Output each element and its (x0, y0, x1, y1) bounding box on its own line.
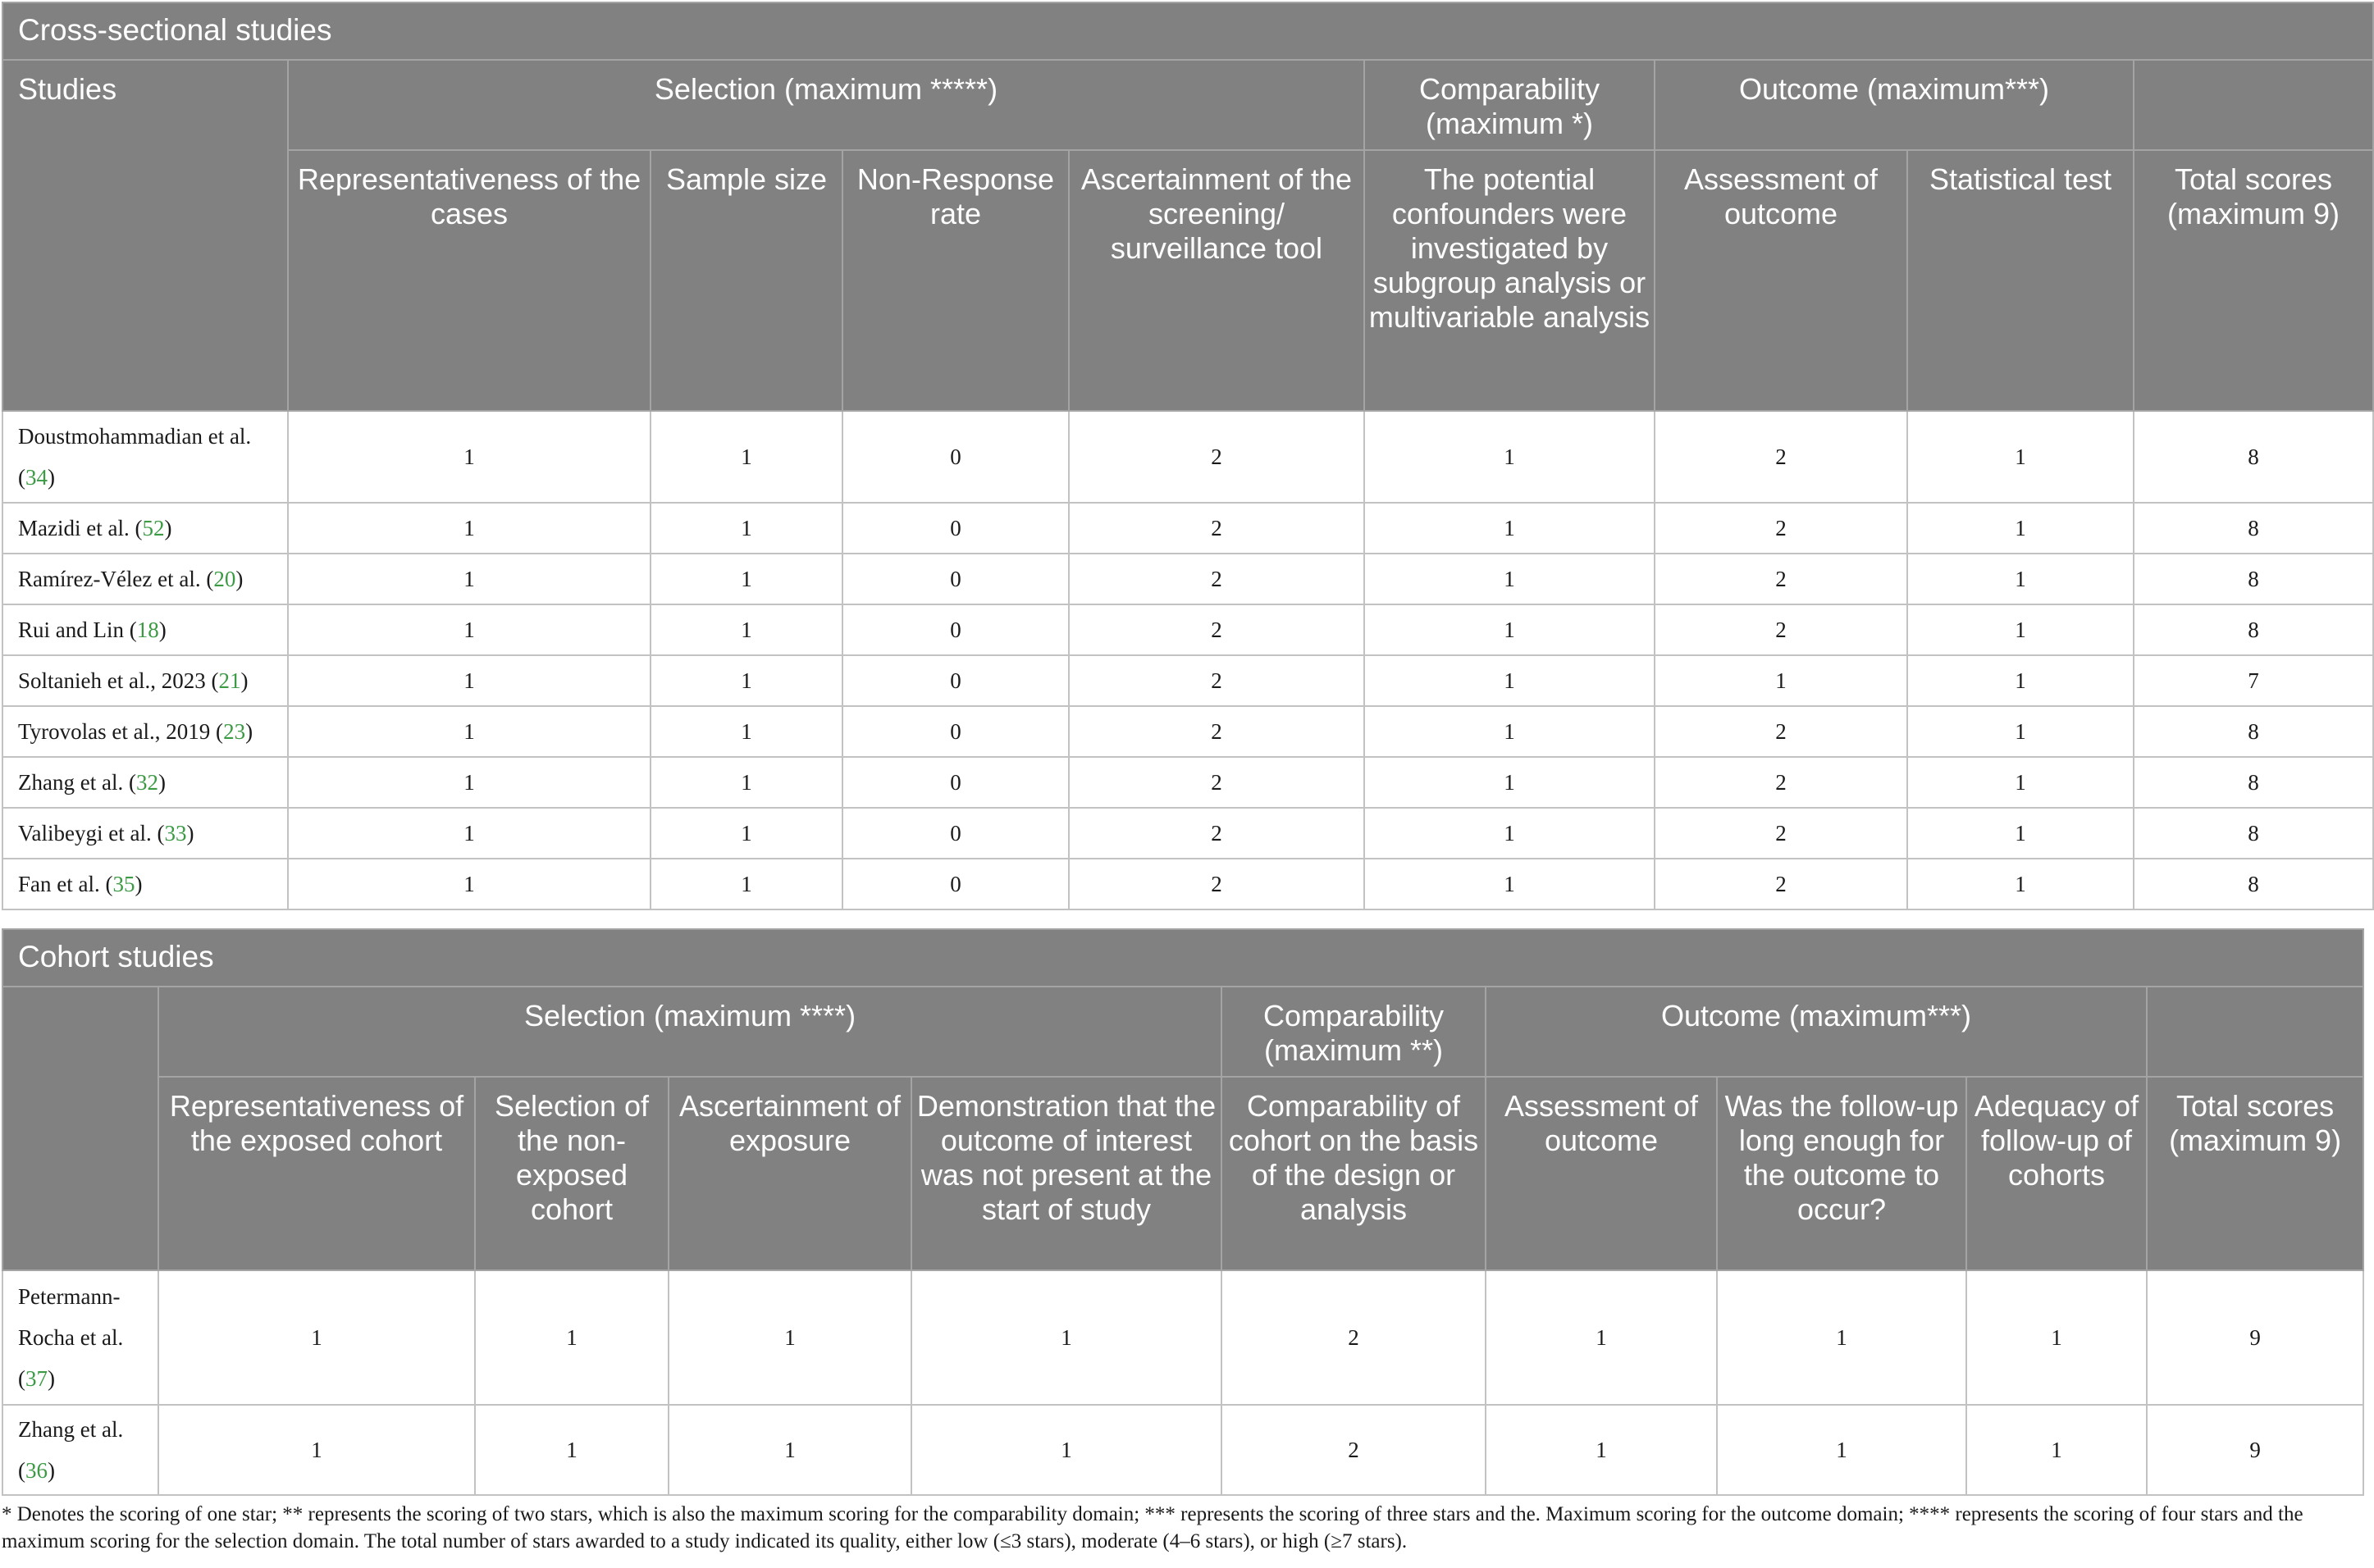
cross-sectional-title: Cross-sectional studies (2, 2, 2373, 60)
study-name (2, 706, 288, 757)
column-header (1364, 150, 1655, 411)
score-cell: 2 (1069, 411, 1364, 503)
column-header (1221, 1077, 1486, 1270)
score-cell: 8 (2134, 554, 2373, 604)
study-name (2, 655, 288, 706)
score-cell: 2 (1221, 1270, 1486, 1405)
column-header (669, 1077, 911, 1270)
score-cell: 9 (2147, 1405, 2363, 1495)
score-cell: 1 (288, 411, 651, 503)
score-cell: 2 (1069, 706, 1364, 757)
score-cell: 1 (651, 554, 842, 604)
score-cell: 1 (1364, 604, 1655, 655)
reference-link[interactable]: 23 (223, 719, 246, 744)
study-name-text: Fan et al. ( (18, 872, 113, 896)
column-header-label: Demonstration that the outcome of interest was not present at the start of study (916, 1089, 1217, 1226)
study-name-close: ) (158, 770, 166, 795)
table-row (2, 706, 2373, 757)
score-cell: 1 (158, 1405, 475, 1495)
study-name (2, 503, 288, 554)
cohort-title: Cohort studies (2, 929, 2363, 987)
score-cell: 1 (288, 655, 651, 706)
column-header (288, 150, 651, 411)
table-row (2, 808, 2373, 859)
score-cell: 1 (1907, 757, 2134, 808)
study-name-text: Ramírez-Vélez et al. ( (18, 567, 214, 591)
empty-header (2147, 987, 2363, 1077)
column-header (1655, 150, 1907, 411)
score-cell: 1 (288, 554, 651, 604)
score-cell: 1 (1907, 604, 2134, 655)
reference-link[interactable]: 34 (25, 465, 48, 490)
score-cell: 1 (158, 1270, 475, 1405)
score-cell: 8 (2134, 706, 2373, 757)
column-header (475, 1077, 669, 1270)
column-header-label: Total scores (maximum 9) (2167, 162, 2340, 230)
column-header-label: Was the follow-up long enough for the outcome to occur? (1724, 1089, 1959, 1226)
score-cell: 8 (2134, 503, 2373, 554)
score-cell: 2 (1069, 655, 1364, 706)
score-cell: 8 (2134, 808, 2373, 859)
table-row (2, 655, 2373, 706)
score-cell: 1 (1907, 411, 2134, 503)
score-cell: 2 (1069, 808, 1364, 859)
comparability-header-label: Comparability (maximum *) (1418, 72, 1600, 140)
score-cell: 8 (2134, 757, 2373, 808)
score-cell: 1 (1966, 1270, 2147, 1405)
study-name-text: Petermann-Rocha et al. ( (18, 1284, 124, 1391)
column-header (2147, 1077, 2363, 1270)
column-header (158, 1077, 475, 1270)
study-name (2, 859, 288, 909)
score-cell: 2 (1069, 554, 1364, 604)
selection-header-label: Selection (maximum ****) (523, 999, 856, 1032)
cross-sectional-rows (2, 411, 2373, 909)
score-cell: 1 (475, 1270, 669, 1405)
study-name-close: ) (186, 821, 194, 846)
score-cell: 0 (842, 604, 1069, 655)
score-cell: 2 (1655, 554, 1907, 604)
table-row (2, 1405, 2363, 1495)
study-name-text: Tyrovolas et al., 2019 ( (18, 719, 224, 744)
score-cell: 2 (1221, 1405, 1486, 1495)
column-header-label: The potential confounders were investigated by subgroup analysis or multivariable analysis (1368, 162, 1650, 334)
selection-header (158, 987, 1221, 1077)
outcome-header (1486, 987, 2147, 1077)
comparability-header (1364, 60, 1655, 150)
study-name-close: ) (48, 1458, 55, 1483)
column-header (1907, 150, 2134, 411)
outcome-header-label: Outcome (maximum***) (1738, 72, 2050, 106)
score-cell: 2 (1069, 859, 1364, 909)
study-name-close: ) (48, 1366, 55, 1391)
table-row (2, 503, 2373, 554)
selection-header (288, 60, 1364, 150)
study-name-text: Zhang et al. ( (18, 770, 136, 795)
score-cell: 0 (842, 757, 1069, 808)
score-cell: 8 (2134, 604, 2373, 655)
score-cell: 1 (669, 1270, 911, 1405)
studies-header-label: Studies (18, 72, 117, 106)
column-header (1486, 1077, 1717, 1270)
score-cell: 1 (1907, 808, 2134, 859)
score-cell: 0 (842, 554, 1069, 604)
column-header (1717, 1077, 1966, 1270)
column-header (1966, 1077, 2147, 1270)
studies-header (2, 60, 288, 411)
reference-link[interactable]: 52 (142, 516, 165, 540)
study-name-close: ) (235, 567, 244, 591)
score-cell: 1 (1364, 554, 1655, 604)
study-name (2, 808, 288, 859)
reference-link[interactable]: 36 (25, 1458, 48, 1483)
study-name-text: Rui and Lin ( (18, 618, 137, 642)
reference-link[interactable]: 35 (112, 872, 135, 896)
reference-link[interactable]: 32 (135, 770, 158, 795)
score-cell: 1 (288, 706, 651, 757)
empty-header (2134, 60, 2373, 150)
reference-link[interactable]: 20 (213, 567, 236, 591)
study-name-text: Valibeygi et al. ( (18, 821, 165, 846)
score-cell: 1 (288, 757, 651, 808)
outcome-header-label: Outcome (maximum***) (1660, 999, 1972, 1032)
selection-header-label: Selection (maximum *****) (654, 72, 998, 106)
column-header-label: Representativeness of the exposed cohort (169, 1089, 464, 1157)
reference-link[interactable]: 18 (136, 618, 159, 642)
column-header-label: Comparability of cohort on the basis of the design or analysis (1228, 1089, 1479, 1226)
score-cell: 1 (669, 1405, 911, 1495)
column-header-label: Selection of the non-exposed cohort (494, 1089, 650, 1226)
score-cell: 2 (1655, 757, 1907, 808)
study-name (2, 757, 288, 808)
column-header-label: Non-Response rate (856, 162, 1055, 230)
study-name-text: Zhang et al. ( (18, 1417, 124, 1483)
score-cell: 1 (1717, 1405, 1966, 1495)
score-cell: 1 (1364, 706, 1655, 757)
column-header (651, 150, 842, 411)
score-cell: 7 (2134, 655, 2373, 706)
column-header (2134, 150, 2373, 411)
study-name-text: Doustmohammadian et al. ( (18, 424, 252, 490)
score-cell: 1 (651, 604, 842, 655)
score-cell: 2 (1069, 757, 1364, 808)
study-name-close: ) (48, 465, 55, 490)
score-cell: 0 (842, 859, 1069, 909)
study-name-close: ) (245, 719, 253, 744)
score-cell: 1 (911, 1270, 1221, 1405)
score-cell: 1 (651, 757, 842, 808)
column-header-label: Total scores (maximum 9) (2169, 1089, 2342, 1157)
study-name (2, 604, 288, 655)
study-name (2, 554, 288, 604)
score-cell: 1 (651, 706, 842, 757)
reference-link[interactable]: 33 (164, 821, 187, 846)
score-cell: 1 (1364, 808, 1655, 859)
column-header-label: Ascertainment of the screening/ surveillance tool (1080, 162, 1353, 265)
score-cell: 1 (1966, 1405, 2147, 1495)
column-header-label: Assessment of outcome (1683, 162, 1879, 230)
score-cell: 1 (1655, 655, 1907, 706)
score-cell: 1 (1364, 411, 1655, 503)
score-cell: 1 (651, 808, 842, 859)
score-cell: 2 (1655, 604, 1907, 655)
score-cell: 1 (1717, 1270, 1966, 1405)
score-cell: 1 (1907, 554, 2134, 604)
score-cell: 8 (2134, 859, 2373, 909)
score-cell: 1 (288, 859, 651, 909)
score-cell: 1 (651, 411, 842, 503)
score-cell: 0 (842, 655, 1069, 706)
score-cell: 1 (1486, 1405, 1717, 1495)
cohort-rows (2, 1270, 2363, 1495)
score-cell: 2 (1655, 411, 1907, 503)
score-cell: 1 (475, 1405, 669, 1495)
score-cell: 0 (842, 808, 1069, 859)
study-name-close: ) (164, 516, 172, 540)
score-cell: 1 (1364, 757, 1655, 808)
study-name-close: ) (135, 872, 143, 896)
score-cell: 2 (1655, 706, 1907, 757)
score-cell: 2 (1069, 503, 1364, 554)
column-header-label: Adequacy of follow-up of cohorts (1974, 1089, 2139, 1192)
column-header (911, 1077, 1221, 1270)
score-cell: 1 (651, 859, 842, 909)
study-name (2, 1270, 158, 1405)
score-cell: 1 (1907, 859, 2134, 909)
table-row (2, 411, 2373, 503)
table-footnote: * Denotes the scoring of one star; ** represents the scoring of two stars, which is also the maximum scoring for the comparability domain; *** represents the scoring of three stars and the. Maximum scoring for the outcome domain; **** represents the scoring of four stars and the maximum scoring for the selection domain. The total number of stars awarded to a study indicated its quality, either low (≤3 stars), moderate (4–6 stars), or high (≥7 stars). (2, 1503, 2303, 1552)
score-cell: 2 (1069, 604, 1364, 655)
studies-header (2, 987, 158, 1270)
cohort-table (2, 928, 2364, 1496)
score-cell: 1 (911, 1405, 1221, 1495)
study-name (2, 1405, 158, 1495)
score-cell: 2 (1655, 859, 1907, 909)
column-header-label: Ascertainment of exposure (678, 1089, 902, 1157)
column-header-label: Sample size (665, 162, 828, 196)
score-cell: 0 (842, 706, 1069, 757)
reference-link[interactable]: 21 (218, 668, 241, 693)
score-cell: 1 (1364, 655, 1655, 706)
score-cell: 8 (2134, 411, 2373, 503)
score-cell: 2 (1655, 808, 1907, 859)
score-cell: 1 (651, 655, 842, 706)
score-cell: 1 (651, 503, 842, 554)
score-cell: 1 (1907, 655, 2134, 706)
score-cell: 1 (288, 808, 651, 859)
study-name-close: ) (158, 618, 167, 642)
score-cell: 1 (1486, 1270, 1717, 1405)
score-cell: 1 (288, 604, 651, 655)
table-row (2, 757, 2373, 808)
score-cell: 1 (1364, 503, 1655, 554)
score-cell: 1 (1907, 706, 2134, 757)
score-cell: 0 (842, 503, 1069, 554)
column-header (842, 150, 1069, 411)
table-row (2, 1270, 2363, 1405)
cross-sectional-table (2, 2, 2374, 910)
column-header-label: Representativeness of the cases (297, 162, 641, 230)
reference-link[interactable]: 37 (25, 1366, 48, 1391)
table-row (2, 604, 2373, 655)
score-cell: 2 (1655, 503, 1907, 554)
table-row (2, 554, 2373, 604)
outcome-header (1655, 60, 2134, 150)
column-header-label: Assessment of outcome (1504, 1089, 1699, 1157)
table-row (2, 859, 2373, 909)
score-cell: 1 (1364, 859, 1655, 909)
score-cell: 0 (842, 411, 1069, 503)
score-cell: 1 (288, 503, 651, 554)
comparability-header-label: Comparability (maximum **) (1262, 999, 1445, 1067)
study-name-text: Soltanieh et al., 2023 ( (18, 668, 219, 693)
comparability-header (1221, 987, 1486, 1077)
score-cell: 1 (1907, 503, 2134, 554)
study-name-close: ) (240, 668, 249, 693)
score-cell: 9 (2147, 1270, 2363, 1405)
column-header-label: Statistical test (1929, 162, 2112, 196)
study-name-text: Mazidi et al. ( (18, 516, 143, 540)
study-name (2, 411, 288, 503)
column-header (1069, 150, 1364, 411)
